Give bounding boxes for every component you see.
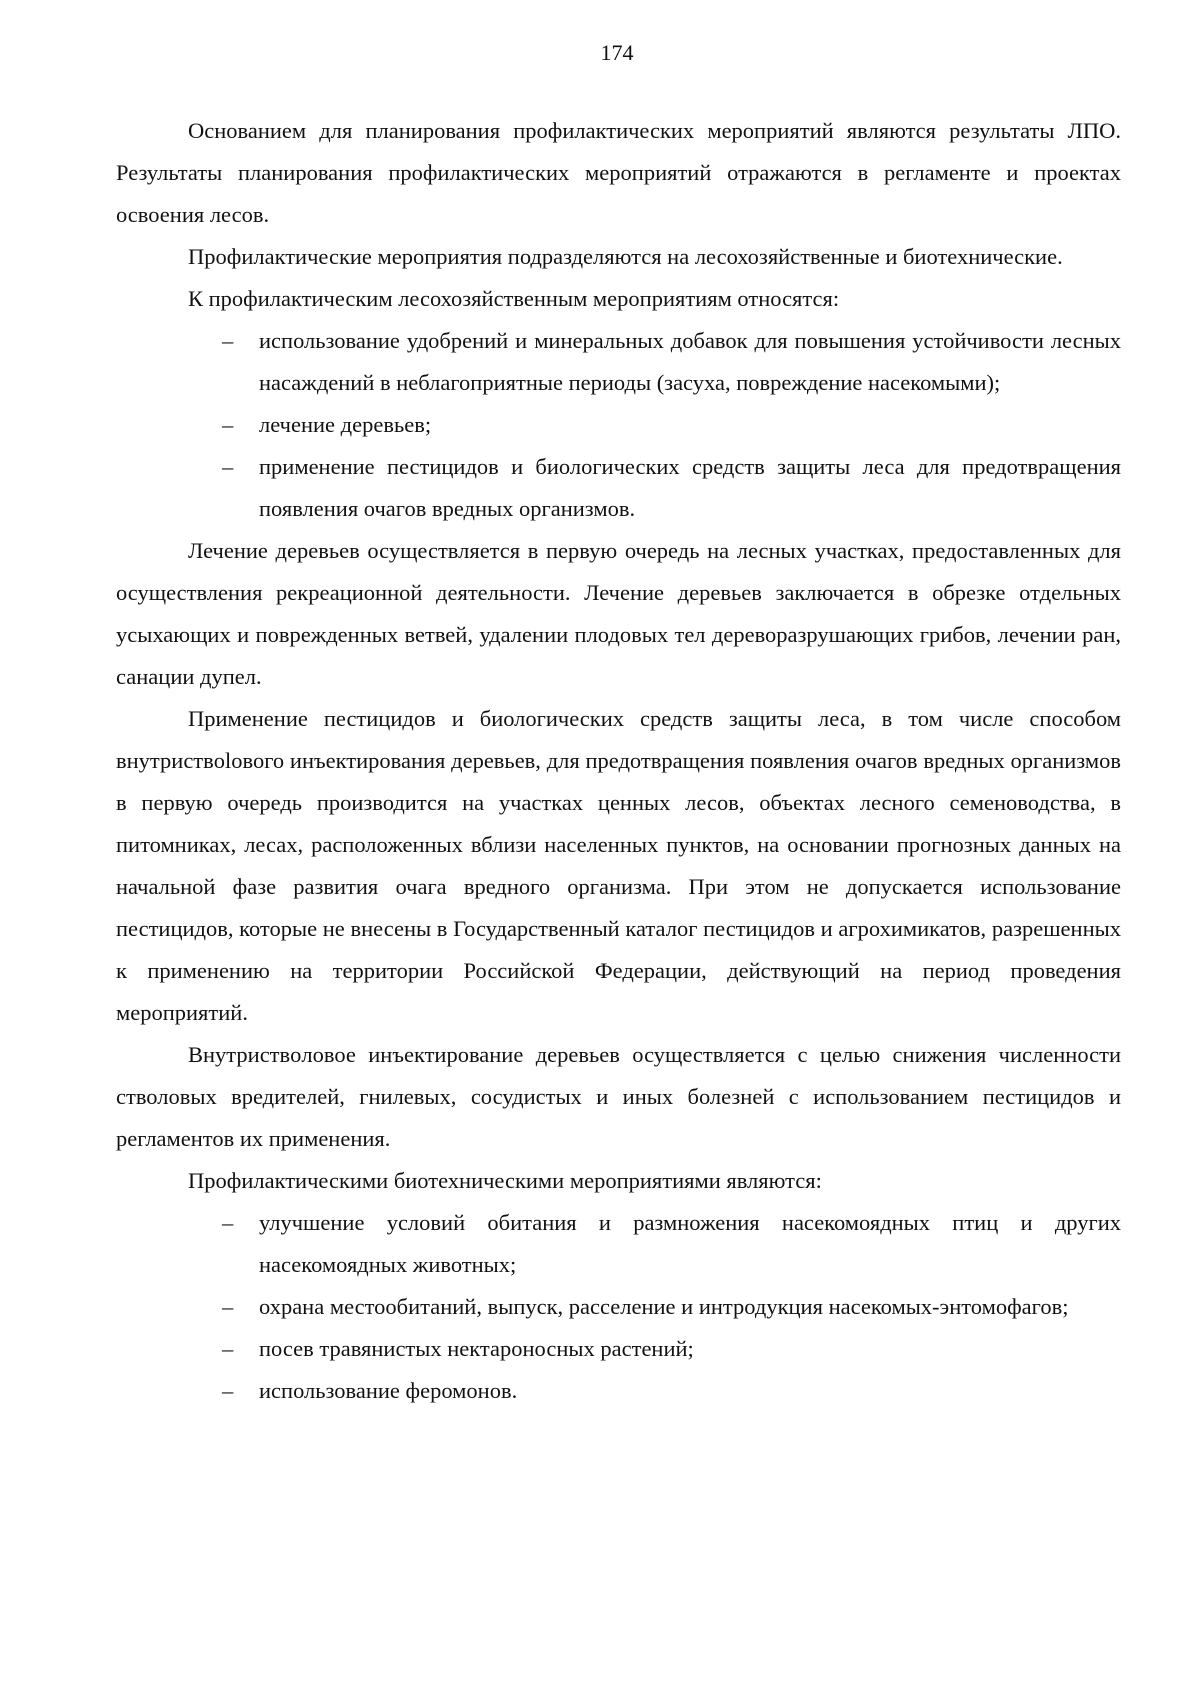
list-item [222, 1328, 1121, 1370]
list-item [222, 446, 1121, 530]
list-item [222, 404, 1121, 446]
bullet-list [116, 1202, 1121, 1412]
list-item [222, 1286, 1121, 1328]
paragraph: К профилактическим лесохозяйственным мероприятиям относятся: [188, 286, 840, 311]
list-item-text: лечение деревьев; [259, 412, 432, 437]
list-item-text: применение пестицидов и биологических средств защиты леса для предотвращения появления очагов вредных организмов. [259, 454, 1121, 521]
paragraph: Основанием для планирования профилактических мероприятий являются результаты ЛПО. Результаты планирования профилактических мероприятий отражаются в регламенте и проектах освоения лесов. [116, 118, 1121, 227]
dash-marker: – [222, 328, 234, 353]
list-item [222, 1202, 1121, 1286]
list-item-text: использование удобрений и минеральных добавок для повышения устойчивости лесных насаждений в неблагоприятные периоды (засуха, повреждение насекомыми); [259, 328, 1121, 395]
dash-marker: – [222, 1336, 234, 1361]
dash-marker: – [222, 454, 234, 479]
list-item [222, 1370, 1121, 1412]
paragraph: Внутриствoловое инъектирование деревьев осуществляется с целью снижения численности стволовых вредителей, гнилевых, сосудистых и иных болезней с использованием пестицидов и регламентов их применения. [116, 1042, 1121, 1151]
dash-marker: – [222, 1378, 234, 1403]
paragraph: Профилактические мероприятия подразделяются на лесохозяйственные и биотехнические. [188, 244, 1063, 269]
list-item-text: посев травянистых нектароносных растений; [259, 1336, 694, 1361]
dash-marker: – [222, 1294, 234, 1319]
bullet-list [116, 320, 1121, 530]
dash-marker: – [222, 412, 234, 437]
paragraph: Применение пестицидов и биологических средств защиты леса, в том числе способом внутриствolового инъектирования деревьев, для предотвращения появления очагов вредных организмов в первую очередь производится на участках ценных лесов, объектах лесного семеноводства, в питомниках, лесах, расположенных вблизи населенных пунктов, на основании прогнозных данных на начальной фазе развития очага вредного организма. При этом не допускается использование пестицидов, которые не внесены в Государственный каталог пестицидов и агрохимикатов, разрешенных к применению на территории Российской Федерации, действующий на период проведения мероприятий. [116, 706, 1121, 1025]
document-body [116, 110, 1121, 1412]
page-number: 174 [600, 40, 634, 65]
list-item-text: улучшение условий обитания и размножения насекомоядных птиц и других насекомоядных животных; [259, 1210, 1121, 1277]
paragraph: Профилактическими биотехническими мероприятиями являются: [188, 1168, 822, 1193]
paragraph: Лечение деревьев осуществляется в первую очередь на лесных участках, предоставленных для осуществления рекреационной деятельности. Лечение деревьев заключается в обрезке отдельных усыхающих и поврежденных ветвей, удалении плодовых тел дереворазрушающих грибов, лечении ран, санации дупел. [116, 538, 1121, 689]
list-item [222, 320, 1121, 404]
list-item-text: охрана местообитаний, выпуск, расселение и интродукция насекомых-энтомофагов; [259, 1294, 1069, 1319]
dash-marker: – [222, 1210, 234, 1235]
list-item-text: использование феромонов. [259, 1378, 518, 1403]
